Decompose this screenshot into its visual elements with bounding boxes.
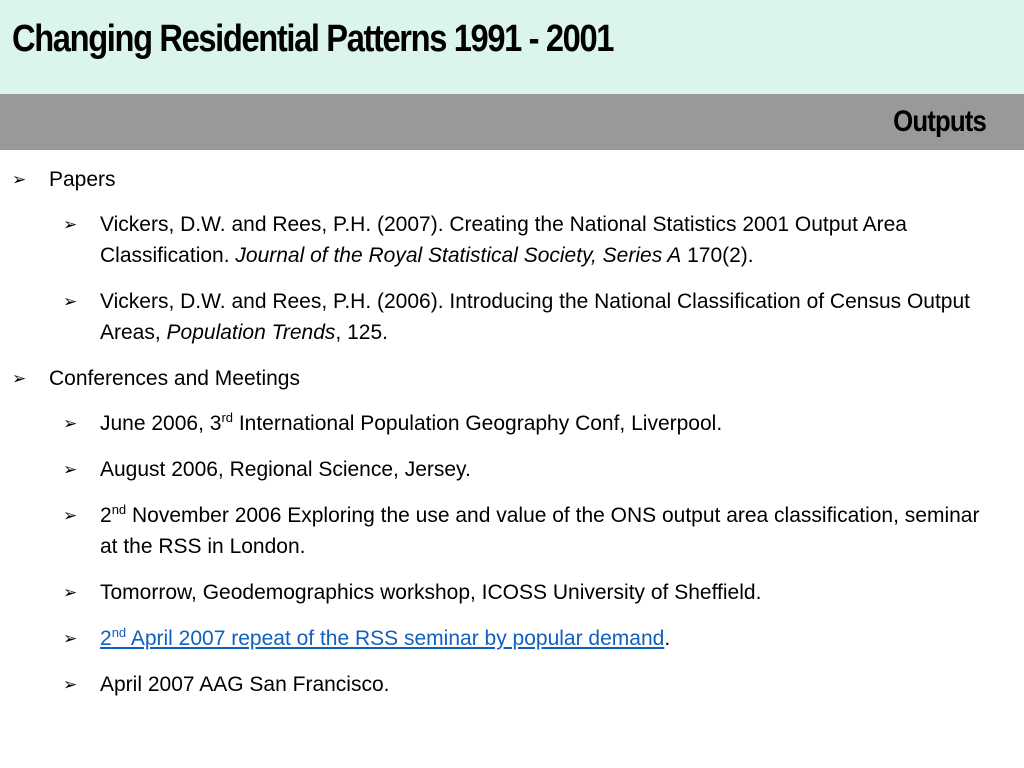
conference-text: 2 [100,504,112,527]
rss-seminar-link[interactable] [100,627,664,650]
bullet-papers [0,164,1024,195]
conference-text: August 2006, Regional Science, Jersey. [100,458,471,481]
paper-citation-suffix: , 125. [335,321,388,344]
link-text[interactable]: 2 [100,627,112,650]
conference-item [0,500,1024,562]
slide-title: Changing Residential Patterns 1991 - 2001 [12,18,614,60]
paper-citation-text: Vickers, D.W. and Rees, P.H. (2006). Introducing the National Classification of Census Output Areas, [100,290,970,344]
conference-item [0,408,1024,439]
paper-item [0,209,1024,271]
conference-item [0,669,1024,700]
conference-text: April 2007 AAG San Francisco. [100,673,390,696]
arrow-bullet-icon: ➢ [63,583,78,602]
subtitle-bar [0,94,1024,150]
bullet-list [0,164,1024,715]
bullet-label: Conferences and Meetings [49,367,300,390]
arrow-bullet-icon: ➢ [63,215,78,234]
arrow-bullet-icon: ➢ [63,506,78,525]
ordinal-suffix: rd [221,410,233,425]
bullet-conferences [0,363,1024,394]
arrow-bullet-icon: ➢ [63,629,78,648]
journal-name: Population Trends [166,321,336,344]
link-text-suffix[interactable]: April 2007 repeat of the RSS seminar by popular demand [126,627,665,650]
conference-item [0,623,1024,654]
arrow-bullet-icon: ➢ [12,369,27,388]
paper-item [0,286,1024,348]
conference-item [0,454,1024,485]
conference-text-suffix: International Population Geography Conf, Liverpool. [233,412,723,435]
conference-item [0,577,1024,608]
paper-citation-suffix: 170(2). [681,244,754,267]
journal-name: Journal of the Royal Statistical Society, Series A [235,244,682,267]
conference-text: June 2006, 3 [100,412,222,435]
arrow-bullet-icon: ➢ [63,675,78,694]
arrow-bullet-icon: ➢ [63,292,78,311]
paper-citation-text: Vickers, D.W. and Rees, P.H. (2007). Creating the National Statistics 2001 Output Area Classification. [100,213,907,267]
conference-text-suffix: November 2006 Exploring the use and value of the ONS output area classification, seminar at the RSS in London. [100,504,980,558]
ordinal-suffix[interactable]: nd [111,625,127,640]
arrow-bullet-icon: ➢ [63,460,78,479]
arrow-bullet-icon: ➢ [12,170,27,189]
ordinal-suffix: nd [111,502,127,517]
link-trailing-period: . [664,627,671,650]
title-bar [0,0,1024,94]
section-subtitle: Outputs [893,105,986,138]
arrow-bullet-icon: ➢ [63,414,78,433]
bullet-label: Papers [49,168,116,191]
conference-text: Tomorrow, Geodemographics workshop, ICOSS University of Sheffield. [100,581,762,604]
